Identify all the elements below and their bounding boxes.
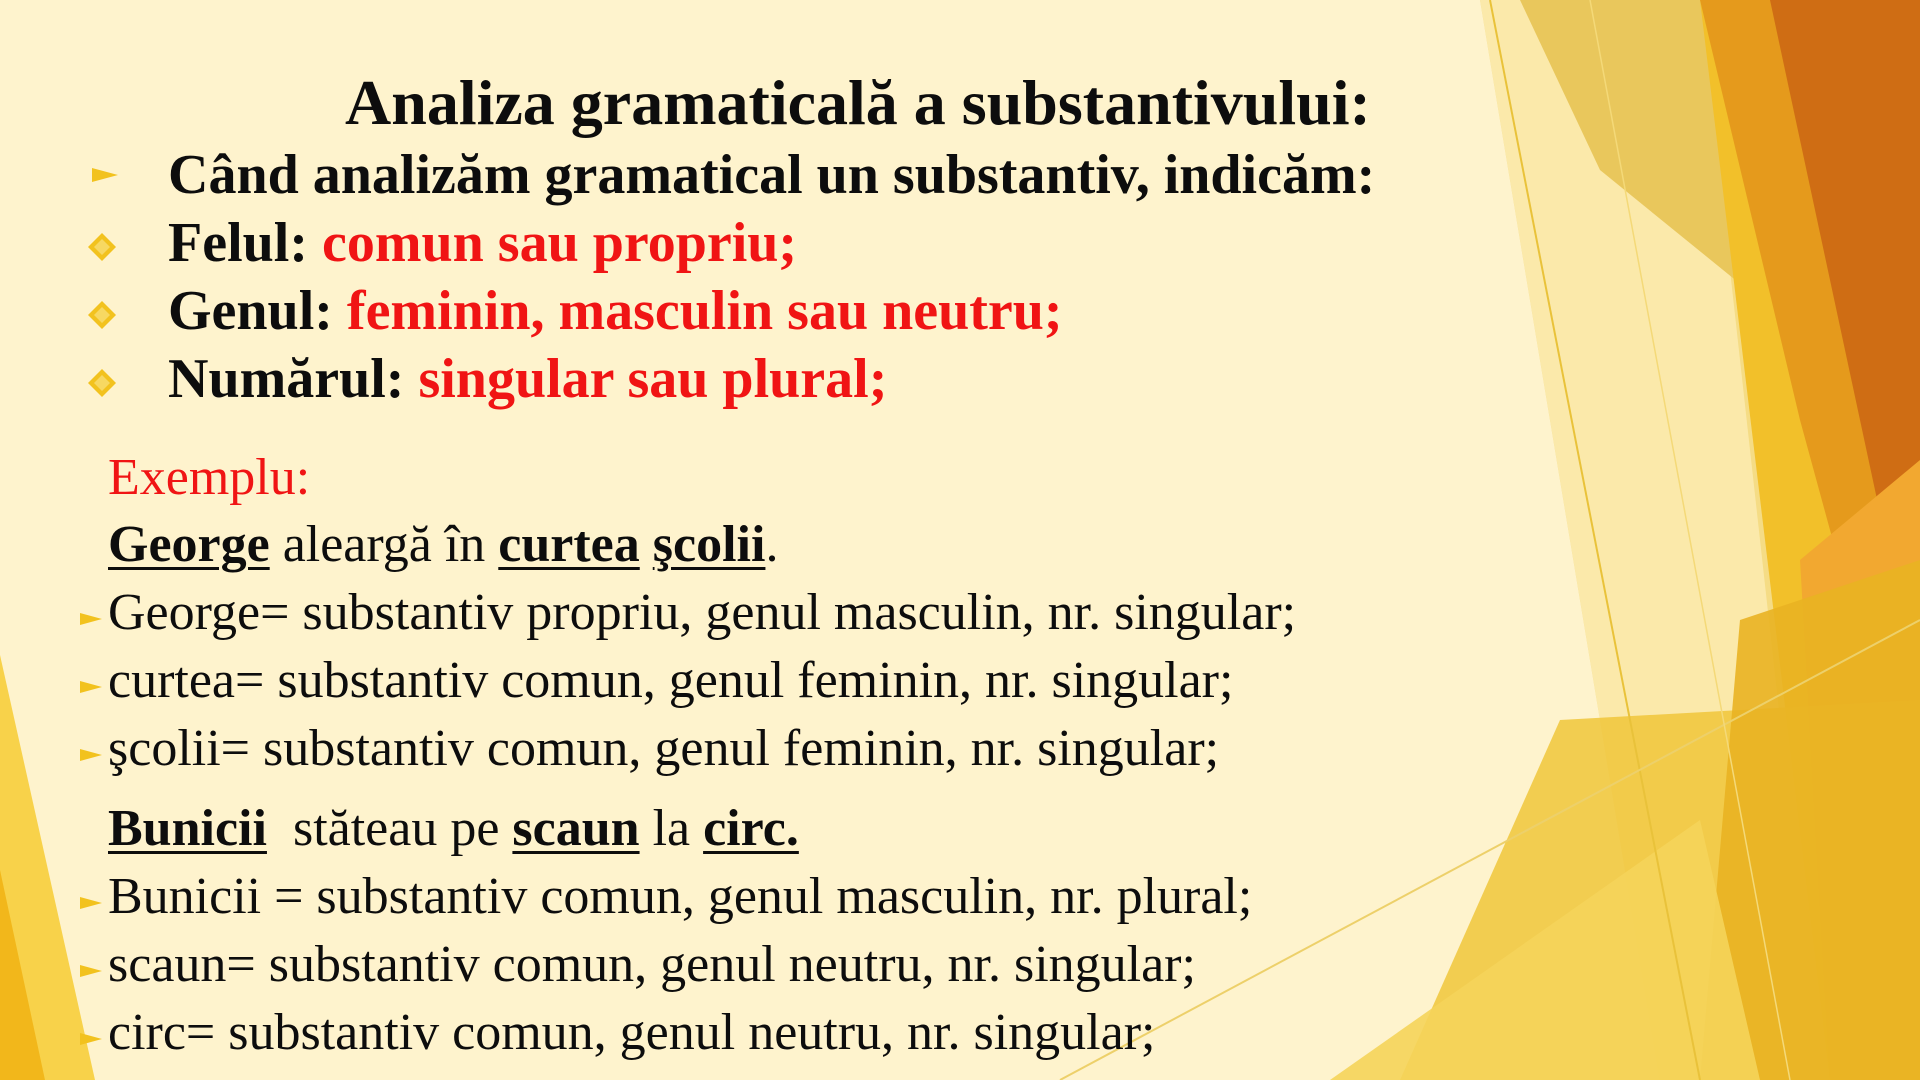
arrow-bullet-icon <box>80 897 102 909</box>
example-sentence-1 <box>108 515 778 574</box>
criterion-felul <box>168 211 797 275</box>
criterion-label: Felul: <box>168 212 308 274</box>
sentence-text: . <box>765 516 779 573</box>
arrow-bullet-icon <box>80 1033 102 1045</box>
diamond-bullet-icon <box>88 233 116 261</box>
sentence-text: aleargă în <box>269 516 499 573</box>
arrow-bullet-icon <box>80 681 102 693</box>
analysis-line: Bunicii = substantiv comun, genul masculin, nr. plural; <box>108 868 1253 925</box>
highlighted-noun: scaun <box>512 800 640 857</box>
highlighted-noun: şcolii <box>652 516 766 573</box>
sentence-text: la <box>639 800 704 857</box>
criterion-label: Numărul: <box>168 348 405 410</box>
example-heading: Exemplu: <box>108 449 311 506</box>
diamond-bullet-icon <box>88 301 116 329</box>
criterion-numarul <box>168 347 887 411</box>
criterion-value: singular sau plural; <box>418 348 888 410</box>
example-sentence-2 <box>108 799 799 858</box>
arrow-bullet-icon <box>80 965 102 977</box>
analysis-line: şcolii= substantiv comun, genul feminin, nr. singular; <box>108 720 1220 777</box>
sentence-text: stăteau pe <box>266 800 513 857</box>
arrow-bullet-icon <box>92 168 118 182</box>
sentence-text <box>640 516 653 573</box>
highlighted-noun: circ. <box>703 800 799 857</box>
analysis-line: George= substantiv propriu, genul masculin, nr. singular; <box>108 584 1297 641</box>
criterion-label: Genul: <box>168 280 333 342</box>
criterion-value: feminin, masculin sau neutru; <box>346 280 1063 342</box>
slide-title: Analiza gramaticală a substantivului: <box>345 67 1371 138</box>
intro-text: Când analizăm gramatical un substantiv, indicăm: <box>168 144 1376 206</box>
diamond-bullet-icon <box>88 369 116 397</box>
arrow-bullet-icon <box>80 613 102 625</box>
analysis-line: curtea= substantiv comun, genul feminin, nr. singular; <box>108 652 1234 709</box>
analysis-line: circ= substantiv comun, genul neutru, nr. singular; <box>108 1004 1156 1061</box>
analysis-line: scaun= substantiv comun, genul neutru, nr. singular; <box>108 936 1196 993</box>
highlighted-noun: Bunicii <box>108 800 267 857</box>
criterion-value: comun sau propriu; <box>321 212 798 274</box>
criterion-genul <box>168 279 1063 343</box>
highlighted-noun: curtea <box>498 516 640 573</box>
arrow-bullet-icon <box>80 749 102 761</box>
highlighted-noun: George <box>108 516 270 573</box>
